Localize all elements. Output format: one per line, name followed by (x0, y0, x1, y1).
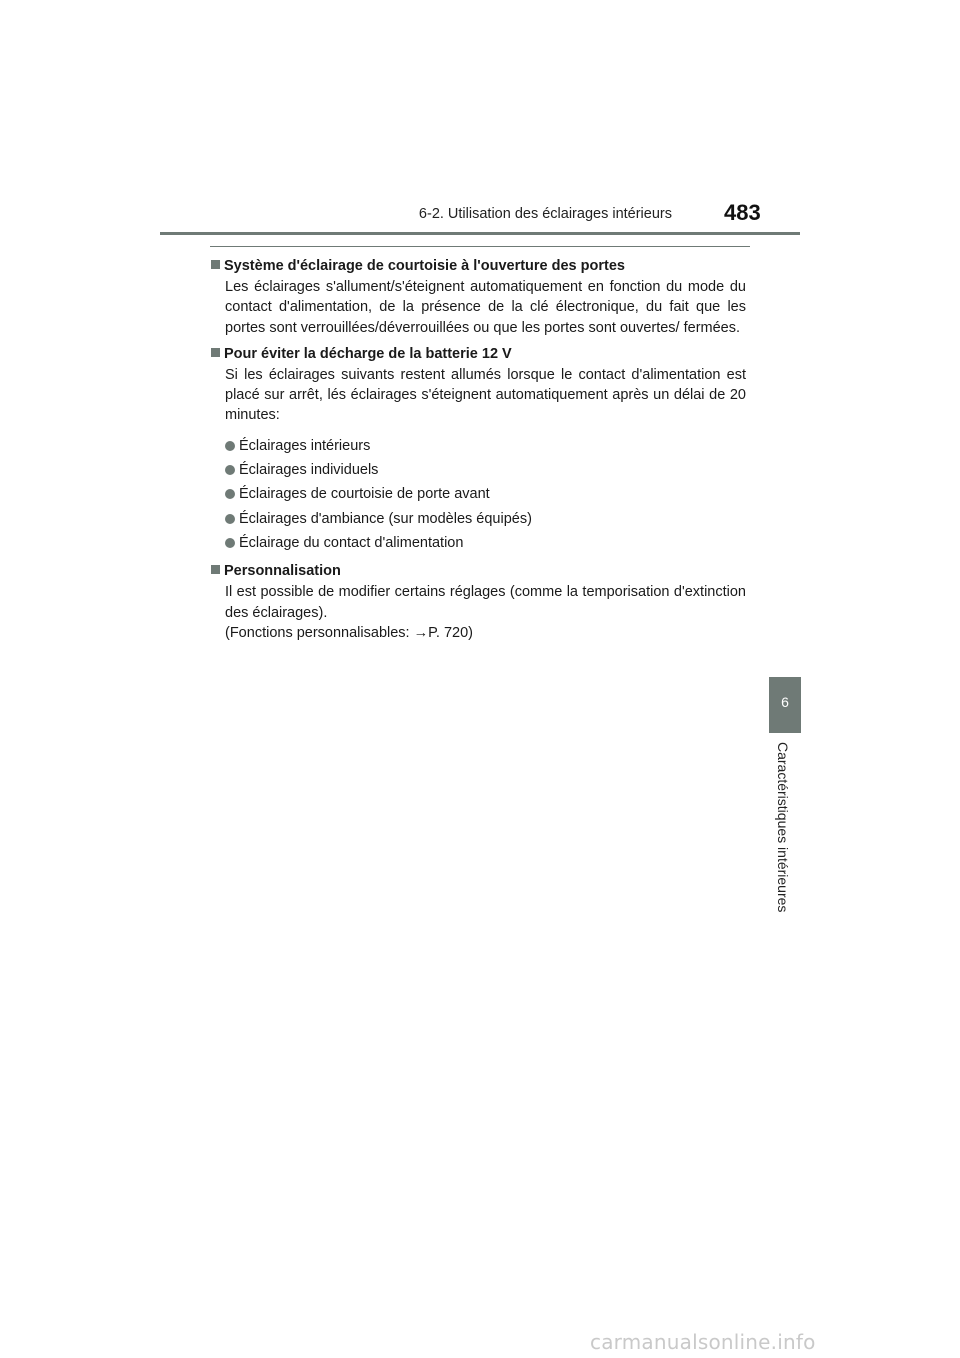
list-item (225, 531, 746, 555)
section-courtesy-lighting (211, 256, 746, 338)
list-item (225, 482, 746, 506)
section-paragraph: Si les éclairages suivants restent allumés lorsque le contact d'alimentation est placé sur arrêt, lés éclairages s'éteignent automatiquement après un délai de 20 minutes: (225, 367, 746, 424)
page-content (211, 256, 746, 649)
page-reference[interactable]: (Fonctions personnalisables: →P. 720) (225, 624, 473, 641)
square-bullet-icon (211, 348, 220, 357)
list-item-text: Éclairages intérieurs (239, 437, 371, 454)
lighting-list (225, 434, 746, 555)
round-bullet-icon (225, 465, 235, 475)
section-title: 6-2. Utilisation des éclairages intérieurs (418, 206, 672, 222)
list-item-text: Éclairages de courtoisie de porte avant (239, 486, 490, 503)
header-divider (160, 232, 800, 235)
round-bullet-icon (225, 538, 235, 548)
square-bullet-icon (211, 565, 220, 574)
round-bullet-icon (225, 441, 235, 451)
list-item-text: Éclairage du contact d'alimentation (239, 534, 464, 551)
section-paragraph: Les éclairages s'allument/s'éteignent automatiquement en fonction du mode du contact d'alimentation, de la présence de la clé électronique, du fait que les portes sont verrouillées/déverrouillées ou que les portes sont ouvertes/ fermées. (225, 279, 746, 336)
section-heading (211, 344, 746, 364)
section-divider (210, 246, 750, 247)
section-personalization (211, 561, 746, 643)
page-number: 483 (724, 200, 761, 225)
square-bullet-icon (211, 260, 220, 269)
round-bullet-icon (225, 514, 235, 524)
section-paragraph (225, 582, 746, 643)
section-heading-text: Personnalisation (224, 563, 341, 580)
list-item (225, 458, 746, 482)
list-item (225, 507, 746, 531)
section-heading (211, 256, 746, 276)
section-heading-text: Système d'éclairage de courtoisie à l'ouverture des portes (224, 258, 625, 274)
round-bullet-icon (225, 489, 235, 499)
section-battery-discharge (211, 344, 746, 555)
list-item (225, 434, 746, 458)
list-item-text: Éclairages individuels (239, 461, 379, 478)
paragraph-text: Il est possible de modifier certains réglages (comme la temporisation d'extinction des éclairages). (225, 584, 746, 621)
list-item-text: Éclairages d'ambiance (sur modèles équipés) (239, 510, 532, 527)
section-heading-text: Pour éviter la décharge de la batterie 12 V (224, 345, 512, 362)
section-heading (211, 561, 746, 581)
chapter-label: Caractéristiques intérieures (775, 742, 791, 913)
watermark: carmanualsonline.info (590, 1330, 816, 1354)
chapter-tab: 6 (769, 677, 801, 733)
